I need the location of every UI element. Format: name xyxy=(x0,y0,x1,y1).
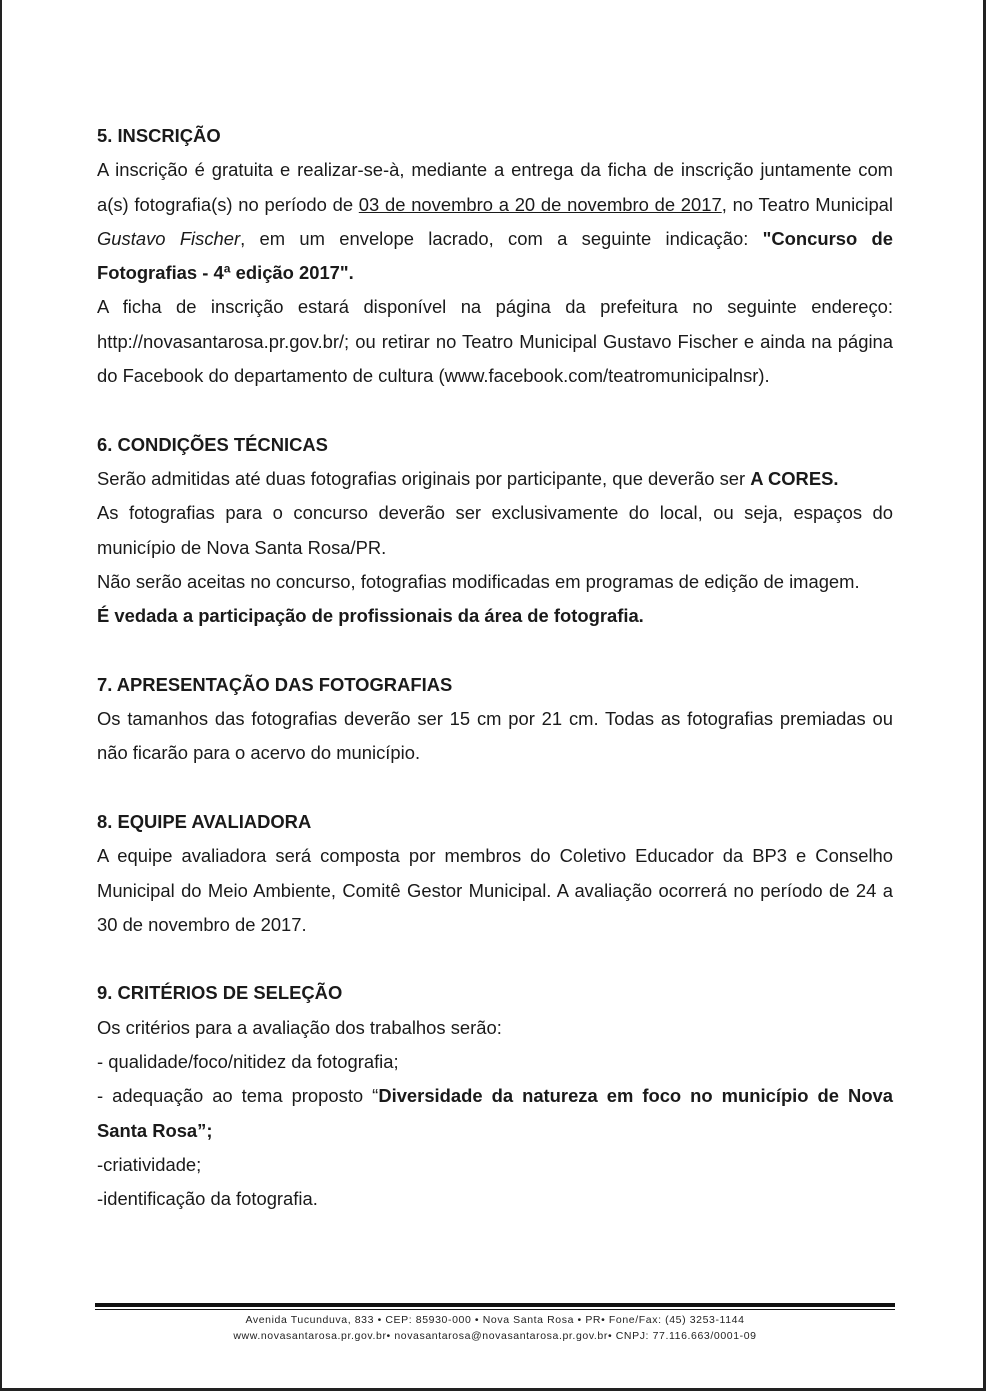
condicoes-color-requirement: A CORES. xyxy=(750,467,839,489)
inscricao-venue: Gustavo Fischer xyxy=(97,227,241,249)
equipe-paragraph-1: A equipe avaliadora será composta por membros do Coletivo Educador da BP3 e Conselho Municipal do Meio Ambiente, Comitê Gestor Municipal. A avaliação ocorrerá no período de 24 a 30 de novembro de 2017. xyxy=(97,845,893,935)
condicoes-paragraph-2: As fotografias para o concurso deverão ser exclusivamente do local, ou seja, espaços do município de Nova Santa Rosa/PR. xyxy=(97,502,893,558)
criterios-item-2 xyxy=(97,1079,893,1148)
section-heading-equipe: 8. EQUIPE AVALIADORA xyxy=(97,810,312,832)
condicoes-paragraph-1 xyxy=(97,462,893,496)
page-footer xyxy=(95,1312,895,1344)
document-body xyxy=(97,119,893,1217)
criterios-intro: Os critérios para a avaliação dos trabalhos serão: xyxy=(97,1016,502,1038)
condicoes-restriction: É vedada a participação de profissionais da área de fotografia. xyxy=(97,605,644,627)
section-heading-inscricao: 5. INSCRIÇÃO xyxy=(97,125,221,146)
footer-divider-thick xyxy=(95,1303,895,1307)
condicoes-paragraph-4 xyxy=(97,599,893,633)
inscricao-text-c: , em um envelope lacrado, com a seguinte indicação: xyxy=(240,227,749,249)
inscricao-paragraph-1 xyxy=(97,153,893,290)
footer-address: Avenida Tucunduva, 833 • CEP: 85930-000 • Nova Santa Rosa • PR• Fone/Fax: (45) 3253-1144 xyxy=(245,1314,745,1326)
criterios-item-2-text: - adequação ao tema proposto “ xyxy=(97,1085,379,1107)
section-heading-condicoes: 6. CONDIÇÕES TÉCNICAS xyxy=(97,433,328,455)
criterios-theme: Diversidade da natureza em foco no município de Nova Santa Rosa”; xyxy=(97,1085,894,1141)
apresentacao-paragraph-1: Os tamanhos das fotografias deverão ser 15 cm por 21 cm. Todas as fotografias premiadas ou não ficarão para o acervo do município. xyxy=(97,708,893,764)
criterios-item-3: -criatividade; xyxy=(97,1153,202,1175)
inscricao-envelope-label: "Concurso de Fotografias - 4ª edição 2017". xyxy=(97,227,893,284)
inscricao-text-b: , no Teatro Municipal xyxy=(721,193,893,215)
criterios-item-4: -identificação da fotografia. xyxy=(97,1188,318,1210)
condicoes-paragraph-3: Não serão aceitas no concurso, fotografias modificadas em programas de edição de imagem. xyxy=(97,570,860,592)
inscricao-period: 03 de novembro a 20 de novembro de 2017 xyxy=(358,193,722,215)
criterios-item-1: - qualidade/foco/nitidez da fotografia; xyxy=(97,1051,399,1073)
inscricao-paragraph-2: A ficha de inscrição estará disponível na página da prefeitura no seguinte endereço: http://novasantarosa.pr.gov.br/; ou retirar no Teatro Municipal Gustavo Fischer e ainda na página do Facebook do departamento de cultura (www.facebook.com/teatromunicipalnsr). xyxy=(97,296,893,387)
footer-contact: www.novasantarosa.pr.gov.br• novasantarosa@novasantarosa.pr.gov.br• CNPJ: 77.116.663/0001-09 xyxy=(233,1330,757,1342)
section-heading-criterios: 9. CRITÉRIOS DE SELEÇÃO xyxy=(97,982,343,1004)
footer-divider-thin xyxy=(95,1309,895,1310)
inscricao-text-a: A inscrição é gratuita e realizar-se-à, mediante a entrega da ficha de inscrição juntamente com a(s) fotografia(s) no período de xyxy=(97,159,893,215)
section-heading-apresentacao: 7. APRESENTAÇÃO DAS FOTOGRAFIAS xyxy=(97,673,453,695)
condicoes-text-a: Serão admitidas até duas fotografias originais por participante, que deverão ser xyxy=(97,467,751,489)
